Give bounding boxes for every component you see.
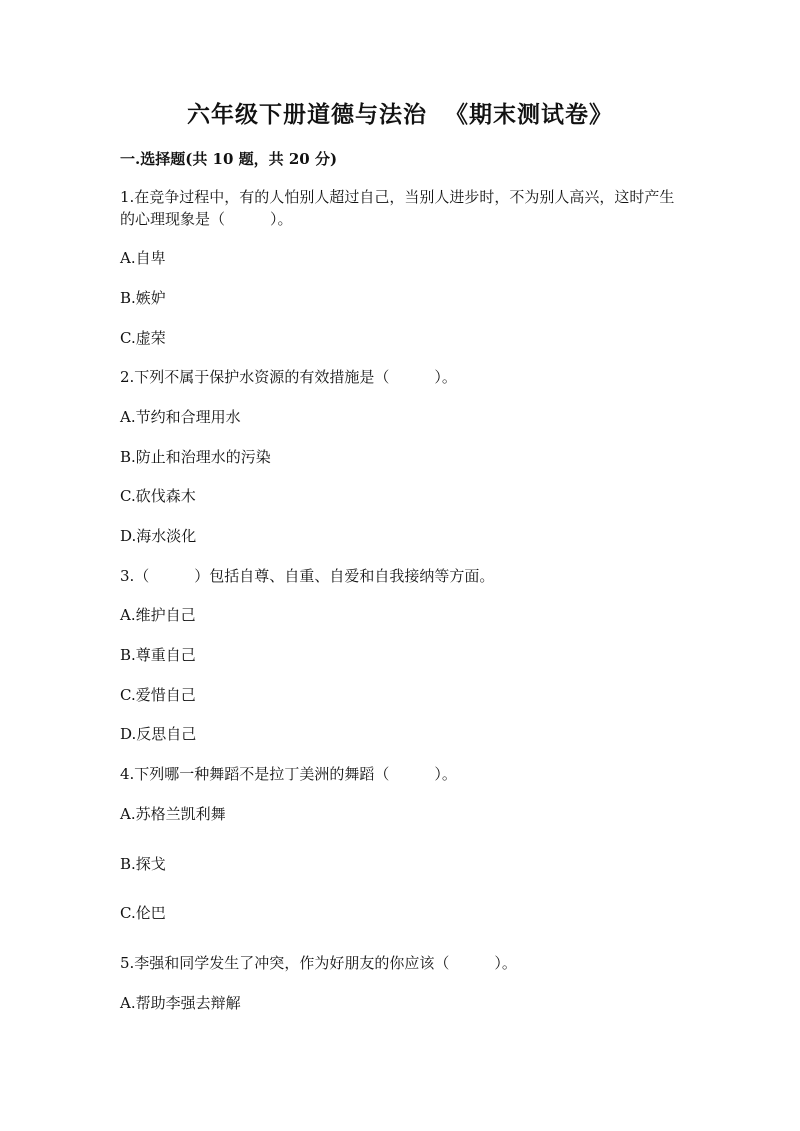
- question-5-text: 5.李强和同学发生了冲突，作为好朋友的你应该（ ）。: [120, 954, 517, 972]
- question-4-option-c: C.伦巴: [120, 904, 166, 922]
- question-2-text: 2.下列不属于保护水资源的有效措施是（ ）。: [120, 368, 457, 386]
- question-2-option-d: D.海水淡化: [120, 527, 197, 545]
- question-4-option-b: B.探戈: [120, 855, 166, 873]
- question-3-option-d: D.反思自己: [120, 725, 197, 743]
- question-2-option-b: B.防止和治理水的污染: [120, 448, 271, 466]
- question-5-option-a: A.帮助李强去辩解: [120, 994, 241, 1012]
- question-4-text: 4.下列哪一种舞蹈不是拉丁美洲的舞蹈（ ）。: [120, 765, 457, 783]
- question-4-option-a: A.苏格兰凯利舞: [120, 805, 226, 823]
- question-1-text: 1.在竞争过程中，有的人怕别人超过自己，当别人进步时，不为别人高兴，这时产生的心理现象是（ ）。: [120, 188, 675, 228]
- question-3-text: 3.（ ）包括自尊、自重、自爱和自我接纳等方面。: [120, 567, 495, 585]
- question-1-option-a: A.自卑: [120, 249, 166, 267]
- question-1-option-b: B.嫉妒: [120, 289, 166, 307]
- question-2-option-a: A.节约和合理用水: [120, 408, 241, 426]
- question-3-option-c: C.爱惜自己: [120, 686, 196, 704]
- question-3-option-a: A.维护自己: [120, 606, 196, 624]
- page-title: 六年级下册道德与法治 《期末测试卷》: [186, 101, 613, 128]
- question-1-option-c: C.虚荣: [120, 329, 166, 347]
- question-3-option-b: B.尊重自己: [120, 646, 196, 664]
- question-2-option-c: C.砍伐森木: [120, 487, 196, 505]
- section-heading: 一.选择题(共 10 题，共 20 分): [120, 150, 338, 168]
